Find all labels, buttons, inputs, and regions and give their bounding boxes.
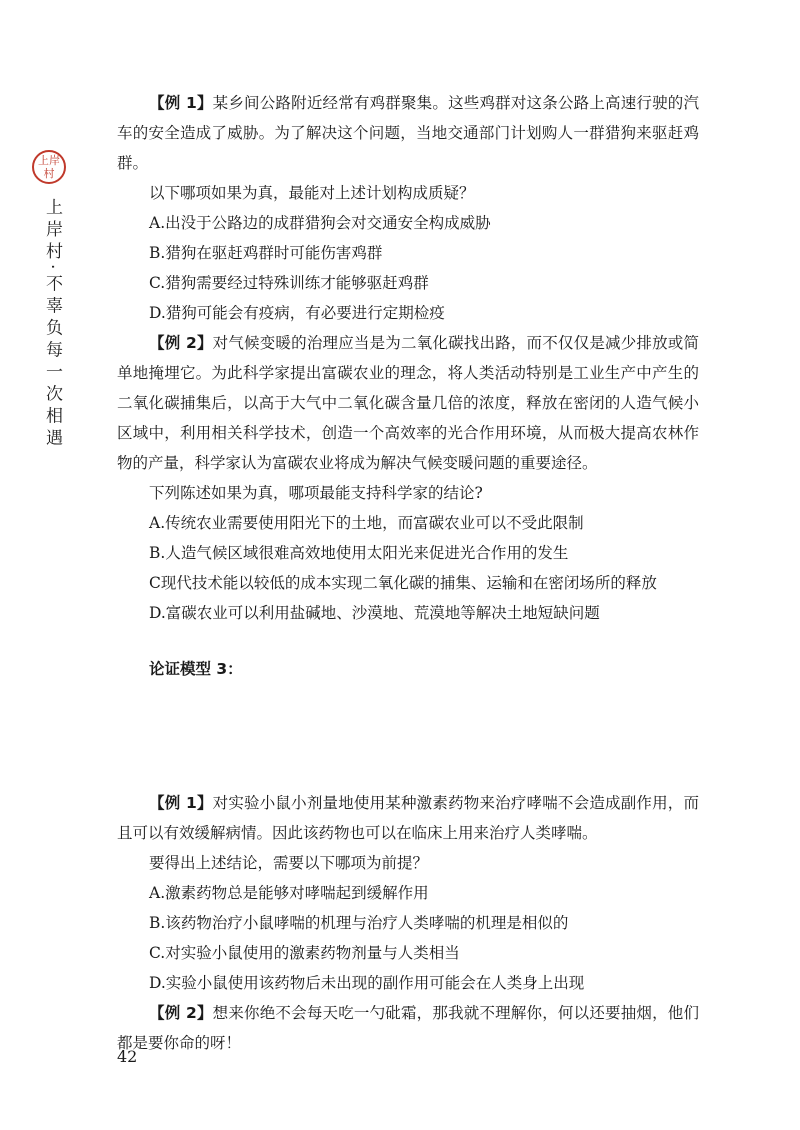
- side-slogan: 上岸村·不辜负每一次相遇: [42, 198, 62, 451]
- s1-ex1-stem: [117, 88, 699, 178]
- blank-space: [117, 684, 699, 788]
- s2-ex1-question: 要得出上述结论，需要以下哪项为前提？: [149, 854, 429, 872]
- s1-ex2-question: 下列陈述如果为真，哪项最能支持科学家的结论?: [149, 484, 483, 502]
- page-content: [117, 88, 699, 1058]
- s1-ex1-option-c: C.猎狗需要经过特殊训练才能够驱赶鸡群: [149, 274, 429, 292]
- s2-ex2-label: 【例 2】: [149, 1004, 213, 1022]
- side-banner: [28, 150, 70, 450]
- s1-ex2-text: 对气候变暖的治理应当是为二氧化碳找出路，而不仅仅是减少排放或简单地掩埋它。为此科学家提出富碳农业的理念，将人类活动特别是工业生产中产生的二氧化碳捕集后，以高于大气中二氧化碳含量几倍的浓度，释放在密闭的人造气候小区域中，利用相关科学技术，创造一个高效率的光合作用环境，从而极大提高农林作物的产量，科学家认为富碳农业将成为解决气候变暖问题的重要途径。: [117, 334, 699, 472]
- s1-ex2-option-d: D.富碳农业可以利用盐碱地、沙漠地、荒漠地等解决土地短缺问题: [149, 604, 600, 622]
- section-heading: 论证模型 3：: [149, 660, 243, 678]
- s2-ex1-option-b: B.该药物治疗小鼠哮喘的机理与治疗人类哮喘的机理是相似的: [149, 914, 569, 932]
- s1-ex2-label: 【例 2】: [149, 334, 213, 352]
- s1-ex1-option-d: D.猎狗可能会有疫病，有必要进行定期检疫: [149, 304, 445, 322]
- s2-ex2-text: 想来你绝不会每天吃一勺砒霜，那我就不理解你，何以还要抽烟，他们都是要你命的呀！: [117, 1004, 699, 1052]
- page-number: 42: [117, 1047, 138, 1066]
- s1-ex1-option-a: A.出没于公路边的成群猎狗会对交通安全构成威胁: [149, 214, 491, 232]
- s1-ex1-option-b: B.猎狗在驱赶鸡群时可能伤害鸡群: [149, 244, 383, 262]
- s2-ex1-option-c: C.对实验小鼠使用的激素药物剂量与人类相当: [149, 944, 460, 962]
- s1-ex2-option-b: B.人造气候区域很难高效地使用太阳光来促进光合作用的发生: [149, 544, 569, 562]
- s1-ex1-question: 以下哪项如果为真，最能对上述计划构成质疑？: [149, 184, 475, 202]
- s2-ex1-label: 【例 1】: [149, 794, 213, 812]
- seal-logo: [32, 150, 66, 184]
- s2-ex1-text: 对实验小鼠小剂量地使用某种激素药物来治疗哮喘不会造成副作用，而且可以有效缓解病情。因此该药物也可以在临床上用来治疗人类哮喘。: [117, 794, 699, 842]
- s2-ex1-option-d: D.实验小鼠使用该药物后未出现的副作用可能会在人类身上出现: [149, 974, 585, 992]
- s2-ex2-stem: [117, 998, 699, 1058]
- s1-ex1-label: 【例 1】: [149, 94, 213, 112]
- s2-ex1-stem: [117, 788, 699, 848]
- s1-ex1-text: 某乡间公路附近经常有鸡群聚集。这些鸡群对这条公路上高速行驶的汽车的安全造成了威胁。为了解决这个问题，当地交通部门计划购人一群猎狗来驱赶鸡群。: [117, 94, 699, 172]
- seal-text: 上岸村: [38, 154, 60, 180]
- s1-ex2-stem: [117, 328, 699, 478]
- s2-ex1-option-a: A.激素药物总是能够对哮喘起到缓解作用: [149, 884, 429, 902]
- s1-ex2-option-c: C现代技术能以较低的成本实现二氧化碳的捕集、运输和在密闭场所的释放: [149, 574, 657, 592]
- s1-ex2-option-a: A.传统农业需要使用阳光下的土地，而富碳农业可以不受此限制: [149, 514, 584, 532]
